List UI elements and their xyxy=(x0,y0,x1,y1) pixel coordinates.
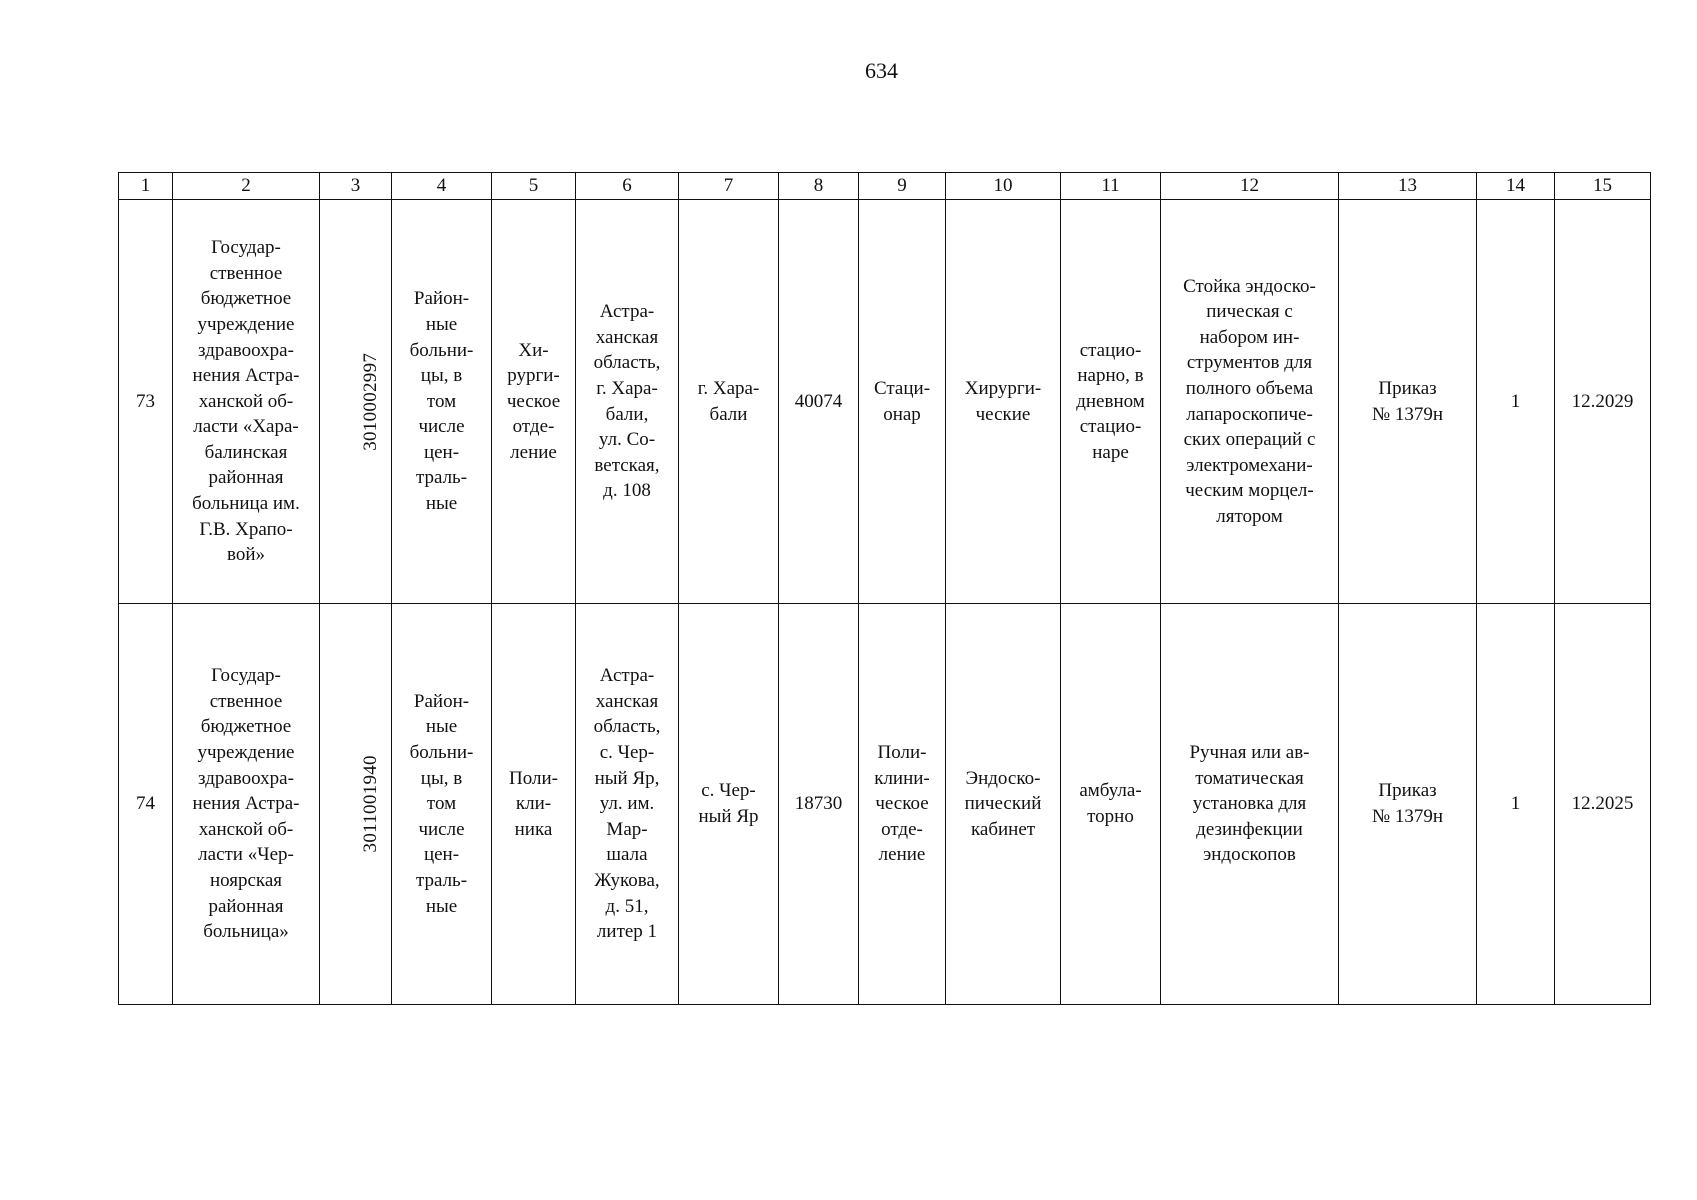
column-number: 6 xyxy=(576,173,679,200)
profile-text: Хирурги- ческие xyxy=(964,377,1042,425)
care-type-text: Поли- клини- ческое отде- ление xyxy=(874,742,930,866)
population-cell: 18730 xyxy=(779,604,859,1005)
equipment-table xyxy=(118,172,1651,1005)
column-number: 1 xyxy=(119,173,173,200)
care-type-text: Стаци- онар xyxy=(873,377,931,425)
column-number: 11 xyxy=(1061,173,1161,200)
equipment-text: Ручная или ав- томатическая установка для дезинфекции эндоскопов xyxy=(1189,742,1310,866)
address-cell xyxy=(576,200,679,604)
order-cell xyxy=(1339,604,1477,1005)
row-number-cell: 73 xyxy=(119,200,173,604)
order-text: Приказ № 1379н xyxy=(1371,377,1444,425)
date-cell: 12.2025 xyxy=(1555,604,1651,1005)
inn-cell xyxy=(320,200,392,604)
column-number: 15 xyxy=(1555,173,1651,200)
column-number: 9 xyxy=(859,173,946,200)
address-text: Астра- ханская область, г. Хара- бали, ул. Со- ветская, д. 108 xyxy=(593,301,661,502)
table-row xyxy=(119,200,1651,604)
settlement-text: с. Чер- ный Яр xyxy=(698,780,759,827)
inn-cell xyxy=(320,604,392,1005)
column-number: 5 xyxy=(492,173,576,200)
inn-text: 3010002997 xyxy=(360,352,382,451)
column-number: 12 xyxy=(1161,173,1339,200)
column-number: 3 xyxy=(320,173,392,200)
department-text: Поли- кли- ника xyxy=(509,767,558,840)
column-number: 7 xyxy=(679,173,779,200)
settlement-cell xyxy=(679,200,779,604)
column-number: 2 xyxy=(173,173,320,200)
column-number: 13 xyxy=(1339,173,1477,200)
profile-text: Эндоско- пический кабинет xyxy=(964,767,1042,840)
hospital-type-text: Район- ные больни- цы, в том числе цен- траль- ные xyxy=(409,690,474,917)
quantity-cell: 1 xyxy=(1477,200,1555,604)
order-text: Приказ № 1379н xyxy=(1371,780,1444,827)
organization-text: Государ- ственное бюджетное учреждение здравоохра- нения Астра- ханской об- ласти «Чер- ноярская районная больница» xyxy=(192,665,300,943)
order-cell xyxy=(1339,200,1477,604)
department-cell xyxy=(492,604,576,1005)
column-number-row xyxy=(119,173,1651,200)
settlement-text: г. Хара- бали xyxy=(697,377,760,425)
organization-cell xyxy=(173,200,320,604)
hospital-type-text: Район- ные больни- цы, в том числе цен- траль- ные xyxy=(409,288,474,515)
column-number: 14 xyxy=(1477,173,1555,200)
conditions-cell xyxy=(1061,604,1161,1005)
equipment-cell xyxy=(1161,200,1339,604)
date-cell: 12.2029 xyxy=(1555,200,1651,604)
organization-text: Государ- ственное бюджетное учреждение здравоохра- нения Астра- ханской об- ласти «Хара- балинская районная больница им. Г.В. Храпо- вой» xyxy=(192,237,300,566)
settlement-cell xyxy=(679,604,779,1005)
column-number: 8 xyxy=(779,173,859,200)
address-cell xyxy=(576,604,679,1005)
address-text: Астра- ханская область, с. Чер- ный Яр, ул. им. Мар- шала Жукова, д. 51, литер 1 xyxy=(593,665,661,943)
care-type-cell xyxy=(859,604,946,1005)
hospital-type-cell xyxy=(392,604,492,1005)
column-number: 10 xyxy=(946,173,1061,200)
profile-cell xyxy=(946,604,1061,1005)
inn-text: 3011001940 xyxy=(359,755,381,853)
department-cell xyxy=(492,200,576,604)
row-number-cell: 74 xyxy=(119,604,173,1005)
conditions-text: стацио- нарно, в дневном стацио- наре xyxy=(1076,339,1145,463)
organization-cell xyxy=(173,604,320,1005)
column-number: 4 xyxy=(392,173,492,200)
hospital-type-cell xyxy=(392,200,492,604)
population-cell: 40074 xyxy=(779,200,859,604)
department-text: Хи- рурги- ческое отде- ление xyxy=(506,339,561,463)
profile-cell xyxy=(946,200,1061,604)
care-type-cell xyxy=(859,200,946,604)
table-row xyxy=(119,604,1651,1005)
page-number: 634 xyxy=(865,58,898,83)
conditions-cell xyxy=(1061,200,1161,604)
quantity-cell: 1 xyxy=(1477,604,1555,1005)
equipment-text: Стойка эндоско- пическая с набором ин- струментов для полного объема лапароскопиче- ских операций с электромехани- ческим морцел- лятором xyxy=(1183,275,1316,527)
equipment-cell xyxy=(1161,604,1339,1005)
conditions-text: амбула- торно xyxy=(1079,780,1142,827)
